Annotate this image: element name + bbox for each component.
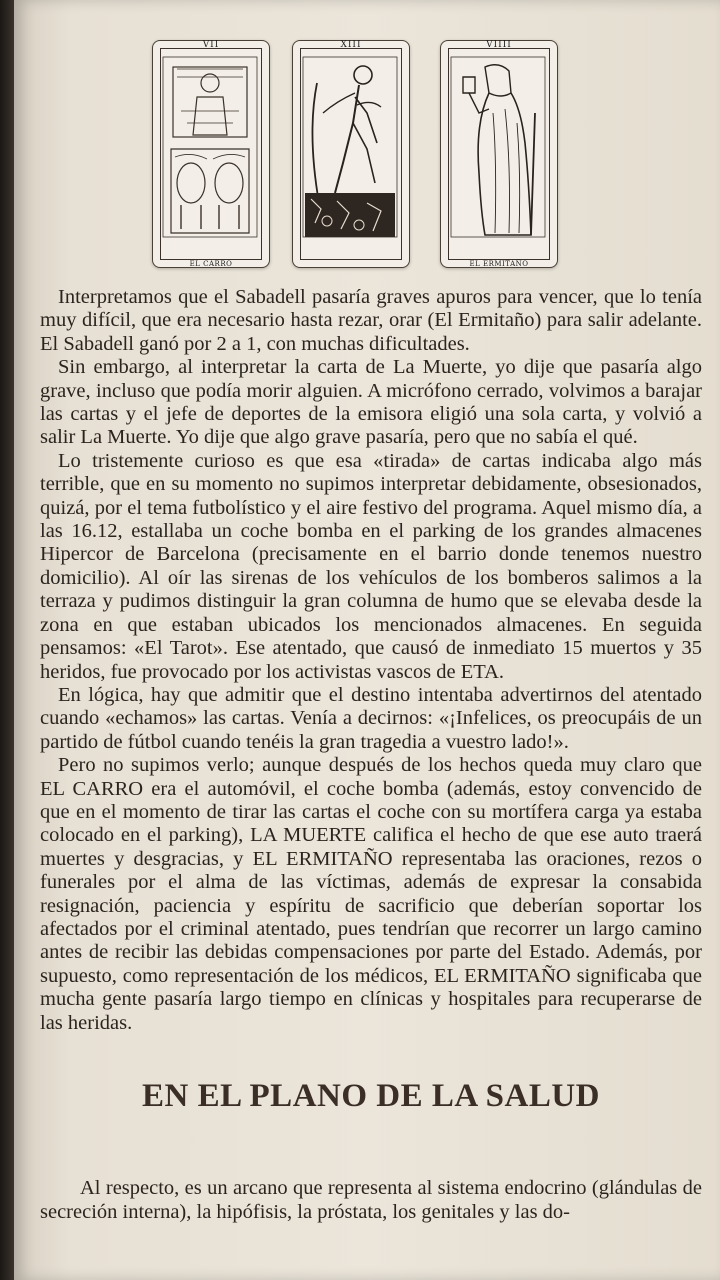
paragraph: Interpretamos que el Sabadell pasaría graves apuros para vencer, que lo tenía muy difícil, que era necesario hasta rezar, orar (El Ermitaño) para salir adelante. El Sabadell ganó por 2 a 1, con muchas dificultades. (40, 286, 702, 355)
book-spine (0, 0, 14, 1280)
body-text (40, 286, 702, 1035)
card-name: EL CARRO (189, 260, 233, 268)
paragraph: Al respecto, es un arcano que representa al sistema endocrino (glándulas de secreción interna), la hipófisis, la próstata, los genitales y las do- (40, 1177, 702, 1223)
death-card-icon (297, 53, 403, 249)
card-name: EL ERMITAÑO (469, 260, 529, 268)
tarot-card-death (292, 40, 410, 268)
chariot-card-icon (157, 53, 263, 249)
card-numeral: XIII (340, 40, 362, 50)
hermit-card-icon (445, 53, 551, 249)
card-numeral: VII (202, 40, 220, 50)
tarot-card-hermit (440, 40, 558, 268)
card-numeral: VIIII (486, 40, 512, 50)
tarot-cards-illustration (150, 40, 570, 272)
paragraph: Lo tristemente curioso es que esa «tirada» de cartas indicaba algo más terrible, que en su momento no supimos interpretar debidamente, obsesionados, quizá, por el tema futbolístico y el aire festivo del programa. Aquel mismo día, a las 16.12, estallaba un coche bomba en el parking de los grandes almacenes Hipercor de Barcelona (precisamente en el barrio donde tenemos nuestro domicilio). Al oír las sirenas de los vehículos de los bomberos salimos a la terraza y pudimos distinguir la gran columna de humo que se elevaba desde la zona en que estaban ubicados los mencionados almacenes. En seguida pensamos: «El Tarot». Ese atentado, que causó de inmediato 15 muertos y 35 heridos, fue provocado por los activistas vascos de ETA. (40, 449, 702, 683)
paragraph: Pero no supimos verlo; aunque después de los hechos queda muy claro que EL CARRO era el automóvil, el coche bomba (además, estoy convencido de que en el momento de tirar las cartas el coche con su mortífera carga ya estaba colocado en el parking), LA MUERTE califica el hecho de que ese auto traerá muertes y desgracias, y EL ERMITAÑO representaba las oraciones, rezos o funerales por el alma de las víctimas, además de expresar la consabida resignación, paciencia y espíritu de sacrificio que deberían soportar los afectados por el criminal atentado, pues tendrían que recorrer un largo camino antes de recibir las debidas compensaciones por parte del Estado. Además, por supuesto, como representación de los médicos, EL ERMITAÑO significaba que mucha gente pasaría largo tiempo en clínicas y hospitales para recuperarse de las heridas. (40, 754, 702, 1034)
paragraph: En lógica, hay que admitir que el destino intentaba advertirnos del atentado cuando «echamos» las cartas. Venía a decirnos: «¡Infelices, os preocupáis de un partido de fútbol cuando tenéis la gran tragedia a vuestro lado!». (40, 683, 702, 753)
paragraph: Sin embargo, al interpretar la carta de La Muerte, yo dije que pasaría algo grave, incluso que podía morir alguien. A micrófono cerrado, volvimos a barajar las cartas y el jefe de deportes de la emisora eligió una sola carta, y volvió a salir La Muerte. Yo dije que algo grave pasaría, pero que no sabía el qué. (40, 356, 702, 449)
section-body-text (40, 1176, 702, 1224)
section-heading: EN EL PLANO DE LA SALUD (141, 1078, 600, 1114)
tarot-card-chariot (152, 40, 270, 268)
